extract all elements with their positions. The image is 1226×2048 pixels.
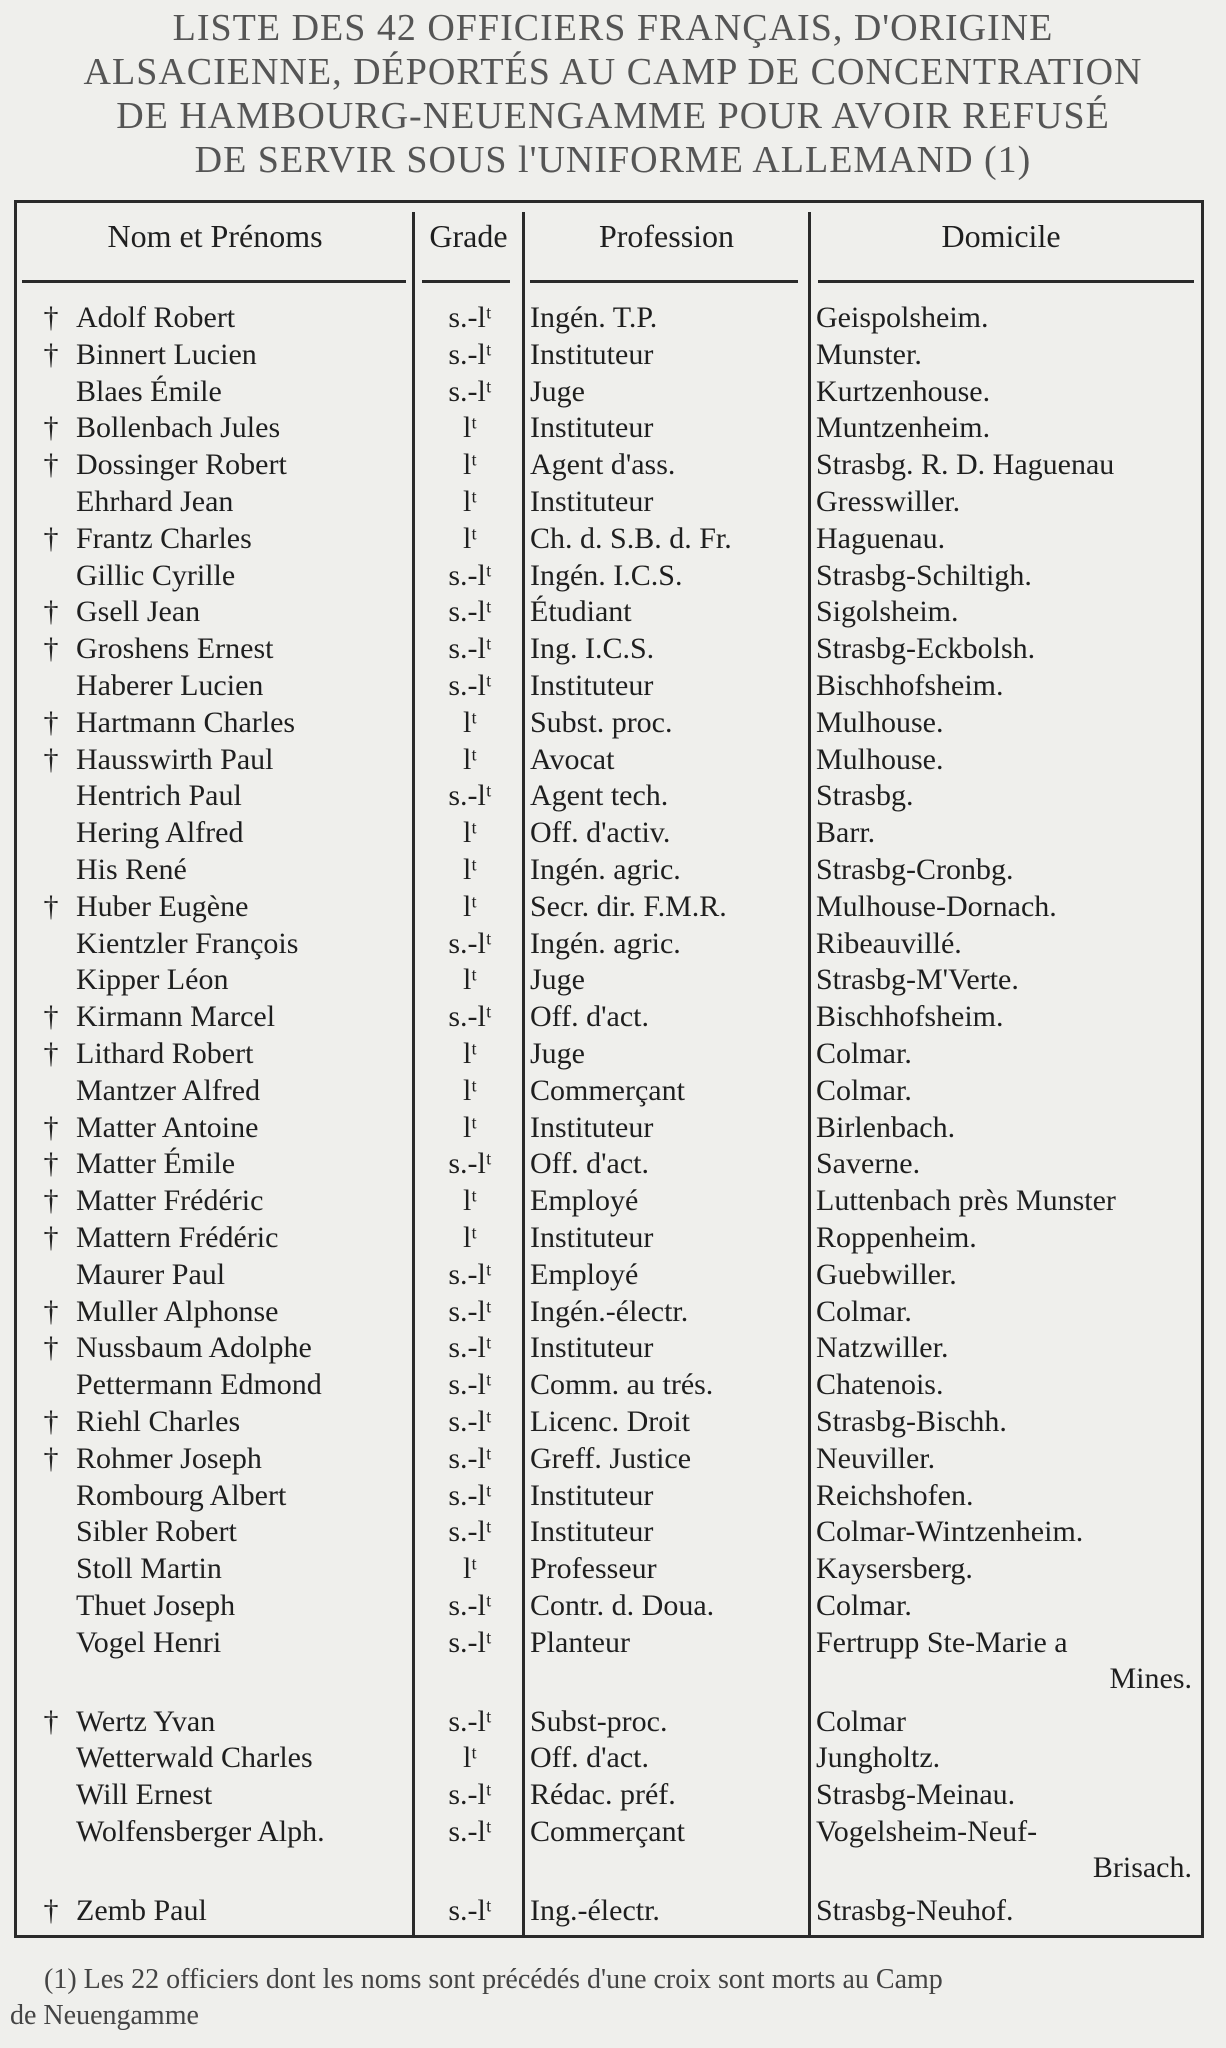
name-cell: Gillic Cyrille xyxy=(76,559,236,592)
name-cell: Wolfensberger Alph. xyxy=(76,1815,325,1848)
grade-cell: s.-lᵗ xyxy=(448,1479,492,1512)
name-cell: Hering Alfred xyxy=(76,816,244,849)
domicile-cell: Neuviller. xyxy=(816,1442,936,1475)
domicile-cell: Strasbg. R. D. Haguenau xyxy=(816,448,1115,481)
domicile-cell: Luttenbach près Munster xyxy=(816,1184,1116,1217)
domicile-cell: Natzwiller. xyxy=(816,1331,949,1364)
domicile-cell: Colmar-Wintzenheim. xyxy=(816,1515,1084,1548)
name-cell: Adolf Robert xyxy=(76,301,236,334)
table-row xyxy=(0,1183,1226,1219)
table-row xyxy=(0,962,1226,998)
cross-mark: † xyxy=(43,1184,59,1217)
cross-mark: † xyxy=(43,743,59,776)
grade-cell: s.-lᵗ xyxy=(448,1405,492,1438)
profession-cell: Comm. au trés. xyxy=(530,1368,714,1401)
domicile-cell: Mulhouse. xyxy=(816,706,944,739)
grade-cell: lᵗ xyxy=(462,448,478,481)
profession-cell: Ingén. I.C.S. xyxy=(530,559,683,592)
name-cell: Will Ernest xyxy=(76,1778,213,1811)
table-row xyxy=(0,558,1226,594)
domicile-cell: Mulhouse. xyxy=(816,743,944,776)
domicile-cell: Muntzenheim. xyxy=(816,411,991,444)
domicile-cell: Kurtzenhouse. xyxy=(816,375,991,408)
domicile-cell: Kaysersberg. xyxy=(816,1552,973,1585)
profession-cell: Employé xyxy=(530,1184,639,1217)
profession-cell: Agent d'ass. xyxy=(530,448,676,481)
table-row xyxy=(0,778,1226,814)
grade-cell: s.-lᵗ xyxy=(448,1589,492,1622)
domicile-cell: Bischhofsheim. xyxy=(816,1000,1004,1033)
profession-cell: Planteur xyxy=(530,1626,630,1659)
profession-cell: Commerçant xyxy=(530,1074,685,1107)
document-title xyxy=(0,6,1226,182)
name-cell: Wertz Yvan xyxy=(76,1705,216,1738)
profession-cell: Juge xyxy=(530,1037,585,1070)
grade-cell: s.-lᵗ xyxy=(448,1258,492,1291)
grade-cell: s.-lᵗ xyxy=(448,595,492,628)
name-cell: Hartmann Charles xyxy=(76,706,296,739)
domicile-cell: Strasbg-Schiltigh. xyxy=(816,559,1032,592)
cross-mark: † xyxy=(43,1295,59,1328)
profession-cell: Juge xyxy=(530,963,585,996)
table-row xyxy=(0,1073,1226,1109)
name-cell: Blaes Émile xyxy=(76,375,222,408)
footnote xyxy=(0,1962,1226,2034)
cross-mark: † xyxy=(43,1000,59,1033)
table-row xyxy=(0,1814,1226,1884)
footnote-line: de Neuengamme xyxy=(10,2000,199,2031)
cross-mark: † xyxy=(43,411,59,444)
table-row xyxy=(0,668,1226,704)
domicile-cell: Strasbg-Meinau. xyxy=(816,1778,1016,1811)
profession-cell: Rédac. préf. xyxy=(530,1778,676,1811)
name-cell: Kipper Léon xyxy=(76,963,229,996)
name-cell: Hentrich Paul xyxy=(76,779,242,812)
title-line: ALSACIENNE, DÉPORTÉS AU CAMP DE CONCENTRATION xyxy=(83,51,1143,93)
header-profession: Profession xyxy=(598,218,735,254)
profession-cell: Off. d'activ. xyxy=(530,816,671,849)
grade-cell: s.-lᵗ xyxy=(448,559,492,592)
domicile-cell: Strasbg-M'Verte. xyxy=(816,963,1019,996)
table-row xyxy=(0,815,1226,851)
table-row xyxy=(0,1404,1226,1440)
domicile-cell: Sigolsheim. xyxy=(816,595,959,628)
table-row xyxy=(0,631,1226,667)
domicile-cell: Colmar. xyxy=(816,1589,912,1622)
profession-cell: Subst. proc. xyxy=(530,706,673,739)
profession-cell: Ingén. agric. xyxy=(530,853,681,886)
profession-cell: Instituteur xyxy=(530,1331,654,1364)
domicile-cell: Saverne. xyxy=(816,1147,921,1180)
grade-cell: lᵗ xyxy=(462,1074,478,1107)
profession-cell: Professeur xyxy=(530,1552,657,1585)
title-line: DE HAMBOURG-NEUENGAMME POUR AVOIR REFUSÉ xyxy=(116,95,1110,137)
name-cell: Wetterwald Charles xyxy=(76,1741,313,1774)
name-cell: Stoll Martin xyxy=(76,1552,222,1585)
cross-mark: † xyxy=(43,706,59,739)
profession-cell: Instituteur xyxy=(530,411,654,444)
profession-cell: Avocat xyxy=(530,743,615,776)
domicile-cell: Roppenheim. xyxy=(816,1221,977,1254)
profession-cell: Instituteur xyxy=(530,485,654,518)
domicile-cell: Colmar. xyxy=(816,1295,912,1328)
grade-cell: lᵗ xyxy=(462,485,478,518)
table-row xyxy=(0,594,1226,630)
name-cell: Kientzler François xyxy=(76,927,299,960)
table-row xyxy=(0,1146,1226,1182)
grade-cell: lᵗ xyxy=(462,522,478,555)
name-cell: Ehrhard Jean xyxy=(76,485,234,518)
grade-cell: lᵗ xyxy=(462,890,478,923)
grade-cell: lᵗ xyxy=(462,963,478,996)
cross-mark: † xyxy=(43,522,59,555)
cross-mark: † xyxy=(43,595,59,628)
name-cell: Maurer Paul xyxy=(76,1258,226,1291)
domicile-cell: Bischhofsheim. xyxy=(816,669,1004,702)
header-name: Nom et Prénoms xyxy=(107,218,323,254)
name-cell: Mattern Frédéric xyxy=(76,1221,279,1254)
header-rule xyxy=(22,280,406,283)
table-row xyxy=(0,1588,1226,1624)
profession-cell: Instituteur xyxy=(530,669,654,702)
table-row xyxy=(0,705,1226,741)
table-row xyxy=(0,374,1226,410)
profession-cell: Instituteur xyxy=(530,1515,654,1548)
domicile-cell: Colmar. xyxy=(816,1074,912,1107)
name-cell: Vogel Henri xyxy=(76,1626,222,1659)
profession-cell: Instituteur xyxy=(530,338,654,371)
grade-cell: s.-lᵗ xyxy=(448,1894,492,1927)
name-cell: Sibler Robert xyxy=(76,1515,237,1548)
table-row xyxy=(0,1441,1226,1477)
table-row xyxy=(0,1110,1226,1146)
table-row xyxy=(0,410,1226,446)
profession-cell: Contr. d. Doua. xyxy=(530,1589,715,1622)
grade-cell: s.-lᵗ xyxy=(448,779,492,812)
cross-mark: † xyxy=(43,1331,59,1364)
profession-cell: Ing. I.C.S. xyxy=(530,632,655,665)
cross-mark: † xyxy=(43,1147,59,1180)
name-cell: His René xyxy=(76,853,187,886)
name-cell: Frantz Charles xyxy=(76,522,252,555)
header-grade: Grade xyxy=(429,218,508,254)
title-line: DE SERVIR SOUS l'UNIFORME ALLEMAND (1) xyxy=(194,139,1032,181)
name-cell: Rohmer Joseph xyxy=(76,1442,262,1475)
profession-cell: Instituteur xyxy=(530,1479,654,1512)
domicile-cell: Vogelsheim-Neuf- xyxy=(816,1815,1038,1848)
name-cell: Riehl Charles xyxy=(76,1405,241,1438)
cross-mark: † xyxy=(43,301,59,334)
table-row xyxy=(0,999,1226,1035)
cross-mark: † xyxy=(43,632,59,665)
grade-cell: lᵗ xyxy=(462,1111,478,1144)
domicile-cell: Haguenau. xyxy=(816,522,946,555)
domicile-cell: Strasbg. xyxy=(816,779,914,812)
cross-mark: † xyxy=(43,1894,59,1927)
table-row xyxy=(0,1551,1226,1587)
domicile-cell: Strasbg-Bischh. xyxy=(816,1405,1007,1438)
domicile-cell: Reichshofen. xyxy=(816,1479,974,1512)
grade-cell: lᵗ xyxy=(462,1184,478,1217)
name-cell: Lithard Robert xyxy=(76,1037,254,1070)
name-cell: Matter Frédéric xyxy=(76,1184,264,1217)
profession-cell: Secr. dir. F.M.R. xyxy=(530,890,727,923)
domicile-continuation: Mines. xyxy=(1109,1662,1192,1695)
grade-cell: s.-lᵗ xyxy=(448,1147,492,1180)
profession-cell: Ch. d. S.B. d. Fr. xyxy=(530,522,732,555)
cross-mark: † xyxy=(43,1221,59,1254)
cross-mark: † xyxy=(43,1442,59,1475)
profession-cell: Ing.-électr. xyxy=(530,1894,660,1927)
domicile-cell: Strasbg-Eckbolsh. xyxy=(816,632,1036,665)
table-row xyxy=(0,1740,1226,1776)
profession-cell: Off. d'act. xyxy=(530,1741,649,1774)
name-cell: Pettermann Edmond xyxy=(76,1368,322,1401)
table-row xyxy=(0,889,1226,925)
profession-cell: Juge xyxy=(530,375,585,408)
cross-mark: † xyxy=(43,1405,59,1438)
table-row xyxy=(0,337,1226,373)
grade-cell: s.-lᵗ xyxy=(448,338,492,371)
grade-cell: s.-lᵗ xyxy=(448,1815,492,1848)
grade-cell: lᵗ xyxy=(462,743,478,776)
profession-cell: Licenc. Droit xyxy=(530,1405,690,1438)
domicile-cell: Geispolsheim. xyxy=(816,301,989,334)
table-row xyxy=(0,484,1226,520)
grade-cell: s.-lᵗ xyxy=(448,1626,492,1659)
name-cell: Matter Émile xyxy=(76,1147,236,1180)
table-row xyxy=(0,447,1226,483)
name-cell: Muller Alphonse xyxy=(76,1295,279,1328)
domicile-cell: Ribeauvillé. xyxy=(816,927,962,960)
grade-cell: s.-lᵗ xyxy=(448,1368,492,1401)
grade-cell: lᵗ xyxy=(462,853,478,886)
profession-cell: Employé xyxy=(530,1258,639,1291)
table-row xyxy=(0,300,1226,336)
table-row xyxy=(0,852,1226,888)
name-cell: Huber Eugène xyxy=(76,890,249,923)
header-rule xyxy=(818,280,1194,283)
grade-cell: s.-lᵗ xyxy=(448,1000,492,1033)
table-row xyxy=(0,1330,1226,1366)
cross-mark: † xyxy=(43,1111,59,1144)
grade-cell: s.-lᵗ xyxy=(448,927,492,960)
cross-mark: † xyxy=(43,1705,59,1738)
grade-cell: s.-lᵗ xyxy=(448,1331,492,1364)
footnote-line: (1) Les 22 officiers dont les noms sont précédés d'une croix sont morts au Camp xyxy=(44,1964,943,1995)
profession-cell: Off. d'act. xyxy=(530,1147,649,1180)
grade-cell: lᵗ xyxy=(462,1741,478,1774)
cross-mark: † xyxy=(43,338,59,371)
table-row xyxy=(0,1478,1226,1514)
profession-cell: Commerçant xyxy=(530,1815,685,1848)
name-cell: Zemb Paul xyxy=(76,1894,207,1927)
profession-cell: Off. d'act. xyxy=(530,1000,649,1033)
table-row xyxy=(0,1220,1226,1256)
name-cell: Gsell Jean xyxy=(76,595,201,628)
table-row xyxy=(0,1294,1226,1330)
grade-cell: s.-lᵗ xyxy=(448,1705,492,1738)
profession-cell: Instituteur xyxy=(530,1221,654,1254)
domicile-cell: Munster. xyxy=(816,338,922,371)
profession-cell: Ingén. T.P. xyxy=(530,301,658,334)
table-row xyxy=(0,926,1226,962)
name-cell: Thuet Joseph xyxy=(76,1589,236,1622)
cross-mark: † xyxy=(43,890,59,923)
grade-cell: s.-lᵗ xyxy=(448,669,492,702)
domicile-cell: Colmar. xyxy=(816,1037,912,1070)
profession-cell: Ingén. agric. xyxy=(530,927,681,960)
cross-mark: † xyxy=(43,1037,59,1070)
grade-cell: lᵗ xyxy=(462,1221,478,1254)
grade-cell: s.-lᵗ xyxy=(448,1442,492,1475)
grade-cell: lᵗ xyxy=(462,1552,478,1585)
table-row xyxy=(0,1367,1226,1403)
grade-cell: lᵗ xyxy=(462,816,478,849)
domicile-cell: Gresswiller. xyxy=(816,485,961,518)
domicile-cell: Birlenbach. xyxy=(816,1111,956,1144)
domicile-cell: Jungholtz. xyxy=(816,1741,941,1774)
table-row xyxy=(0,1625,1226,1695)
name-cell: Binnert Lucien xyxy=(76,338,257,371)
profession-cell: Instituteur xyxy=(530,1111,654,1144)
domicile-cell: Strasbg-Cronbg. xyxy=(816,853,1014,886)
grade-cell: s.-lᵗ xyxy=(448,375,492,408)
name-cell: Mantzer Alfred xyxy=(76,1074,261,1107)
name-cell: Dossinger Robert xyxy=(76,448,287,481)
table-row xyxy=(0,1893,1226,1929)
name-cell: Nussbaum Adolphe xyxy=(76,1331,312,1364)
cross-mark: † xyxy=(43,448,59,481)
profession-cell: Étudiant xyxy=(530,595,632,628)
domicile-cell: Fertrupp Ste-Marie a xyxy=(816,1626,1068,1659)
grade-cell: s.-lᵗ xyxy=(448,1778,492,1811)
grade-cell: s.-lᵗ xyxy=(448,301,492,334)
table-row xyxy=(0,1514,1226,1550)
table-row xyxy=(0,1777,1226,1813)
grade-cell: lᵗ xyxy=(462,1037,478,1070)
domicile-continuation: Brisach. xyxy=(1092,1851,1192,1884)
header-rule xyxy=(530,280,798,283)
name-cell: Bollenbach Jules xyxy=(76,411,281,444)
header-rule xyxy=(422,280,510,283)
profession-cell: Agent tech. xyxy=(530,779,669,812)
grade-cell: s.-lᵗ xyxy=(448,632,492,665)
name-cell: Haberer Lucien xyxy=(76,669,264,702)
profession-cell: Greff. Justice xyxy=(530,1442,692,1475)
table-row xyxy=(0,521,1226,557)
name-cell: Kirmann Marcel xyxy=(76,1000,276,1033)
domicile-cell: Barr. xyxy=(816,816,876,849)
profession-cell: Ingén.-électr. xyxy=(530,1295,689,1328)
domicile-cell: Strasbg-Neuhof. xyxy=(816,1894,1014,1927)
name-cell: Matter Antoine xyxy=(76,1111,259,1144)
domicile-cell: Guebwiller. xyxy=(816,1258,957,1291)
table-row xyxy=(0,1036,1226,1072)
title-line: LISTE DES 42 OFFICIERS FRANÇAIS, D'ORIGINE xyxy=(172,7,1054,49)
domicile-cell: Colmar xyxy=(816,1705,906,1738)
name-cell: Rombourg Albert xyxy=(76,1479,287,1512)
table-row xyxy=(0,742,1226,778)
name-cell: Hausswirth Paul xyxy=(76,743,274,776)
grade-cell: lᵗ xyxy=(462,411,478,444)
domicile-cell: Mulhouse-Dornach. xyxy=(816,890,1057,923)
profession-cell: Subst-proc. xyxy=(530,1705,668,1738)
table-row xyxy=(0,1257,1226,1293)
header-domicile: Domicile xyxy=(941,218,1061,254)
name-cell: Groshens Ernest xyxy=(76,632,274,665)
grade-cell: s.-lᵗ xyxy=(448,1295,492,1328)
grade-cell: lᵗ xyxy=(462,706,478,739)
domicile-cell: Chatenois. xyxy=(816,1368,944,1401)
table-row xyxy=(0,1704,1226,1740)
grade-cell: s.-lᵗ xyxy=(448,1515,492,1548)
